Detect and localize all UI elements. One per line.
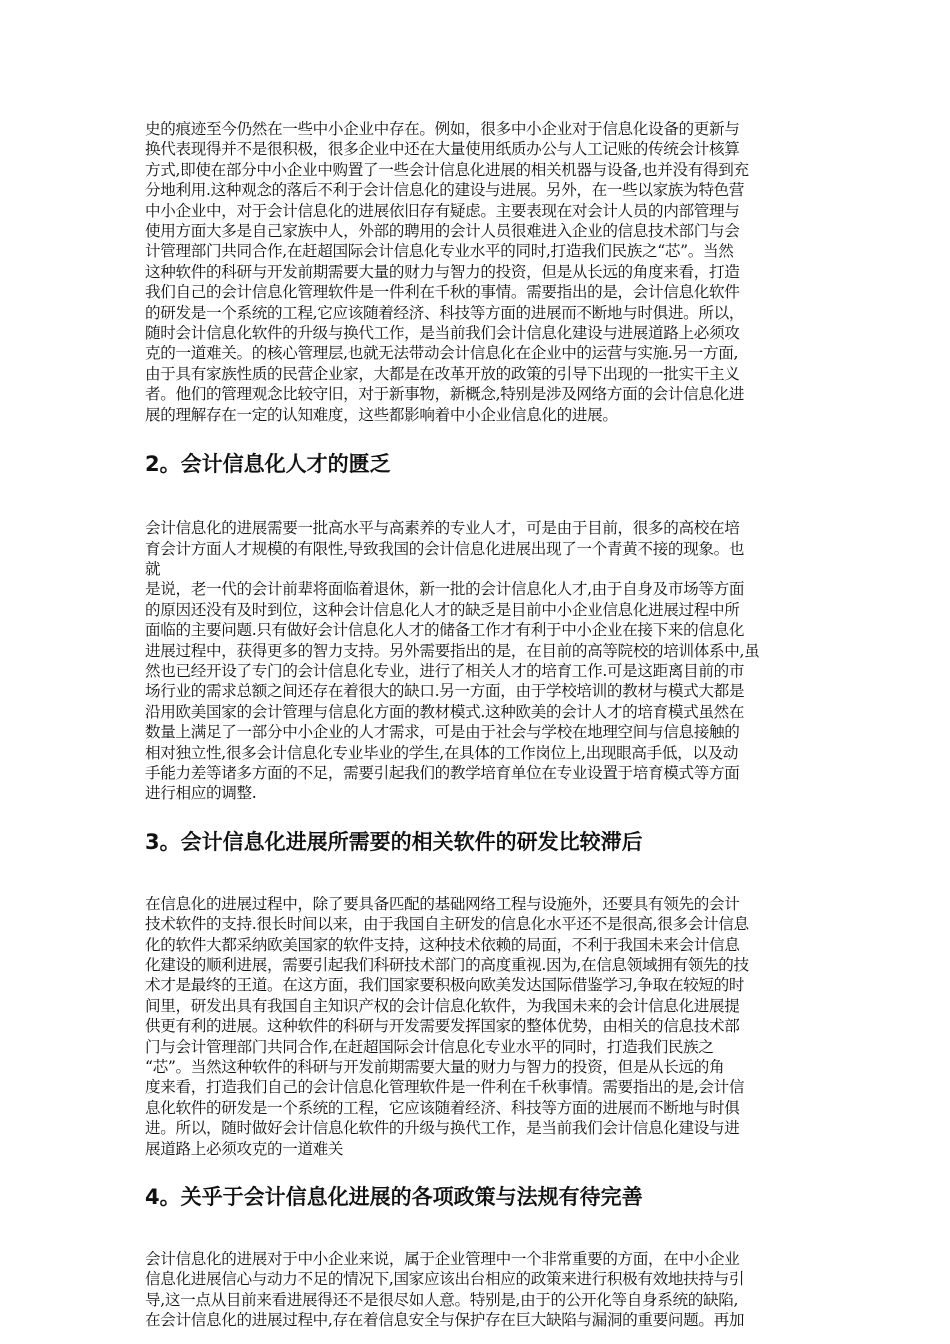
text-line: 化的软件大都采纳欧美国家的软件支持，这种技术依赖的局面，不利于我国未来会计信息 xyxy=(145,935,740,954)
text-line: 数量上满足了一部分中小企业的人才需求，可是由于社会与学校在地理空间与信息接触的 xyxy=(145,723,740,742)
text-line: 在会计信息化的进展过程中,存在着信息安全与保护存在巨大缺陷与漏洞的重要问题。再加 xyxy=(145,1311,745,1330)
text-line: 展道路上必须攻克的一道难关 xyxy=(145,1139,344,1158)
section-heading-3: 3。会计信息化进展所需要的相关软件的研发比较滞后 xyxy=(145,829,643,854)
body-paragraph-3 xyxy=(145,894,807,1159)
text-line: 克的一道难关。的核心管理层,也就无法带动会计信息化在企业中的运营与实施.另一方面, xyxy=(145,344,739,363)
text-line: 然也已经开设了专门的会计信息化专业，进行了相关人才的培育工作.可是这距离目前的市 xyxy=(145,661,745,680)
text-line: 使用方面大多是自己家族中人，外部的聘用的会计人员很难进入企业的信息技术部门与会 xyxy=(145,222,740,241)
text-line: 会计信息化的进展对于中小企业来说，属于企业管理中一个非常重要的方面，在中小企业 xyxy=(145,1250,740,1269)
text-line: 我们自己的会计信息化管理软件是一件利在千秋的事情。需要指出的是，会计信息化软件 xyxy=(145,283,740,302)
text-line: 这种软件的科研与开发前期需要大量的财力与智力的投资，但是从长远的角度来看，打造 xyxy=(145,262,740,281)
body-paragraph-2 xyxy=(145,518,807,804)
text-line: 计管理部门共同合作,在赶超国际会计信息化专业水平的同时,打造我们民族之“芯”。当然 xyxy=(145,242,734,261)
text-line: 相对独立性,很多会计信息化专业毕业的学生,在具体的工作岗位上,出现眼高手低，以及动 xyxy=(145,743,739,762)
text-line: 间里，研发出具有我国自主知识产权的会计信息化软件，为我国未来的会计信息化进展提 xyxy=(145,996,740,1015)
text-line: 沿用欧美国家的会计管理与信息化方面的教材模式.这种欧美的会计人才的培育模式虽然在 xyxy=(145,702,745,721)
text-line: “芯”。当然这种软件的科研与开发前期需要大量的财力与智力的投资，但是从长远的角 xyxy=(145,1058,725,1077)
text-line: 育会计方面人才规模的有限性,导致我国的会计信息化进展出现了一个青黄不接的现象。也 xyxy=(145,539,745,558)
text-line: 在信息化的进展过程中，除了要具备匹配的基础网络工程与设施外，还要具有领先的会计 xyxy=(145,894,740,913)
text-line: 术才是最终的王道。在这方面，我们国家要积极向欧美发达国际借鉴学习,争取在较短的时 xyxy=(145,976,745,995)
text-line: 进展过程中，获得更多的智力支持。另外需要指出的是，在目前的高等院校的培训体系中,虽 xyxy=(145,641,760,660)
text-line: 中小企业中，对于会计信息化的进展依旧存有疑虑。主要表现在对会计人员的内部管理与 xyxy=(145,201,740,220)
text-line: 展的理解存在一定的认知难度，这些都影响着中小企业信息化的进展。 xyxy=(145,405,618,424)
text-line: 会计信息化的进展需要一批高水平与高素养的专业人才，可是由于目前，很多的高校在培 xyxy=(145,519,740,538)
text-line: 者。他们的管理观念比较守旧，对于新事物，新概念,特别是涉及网络方面的会计信息化进 xyxy=(145,385,745,404)
text-line: 手能力差等诸多方面的不足，需要引起我们的教学培育单位在专业设置于培育模式等方面 xyxy=(145,763,740,782)
text-line: 面临的主要问题.只有做好会计信息化人才的储备工作才有利于中小企业在接下来的信息化 xyxy=(145,621,745,640)
text-line: 场行业的需求总额之间还存在着很大的缺口.另一方面，由于学校培训的教材与模式大都是 xyxy=(145,682,745,701)
text-line: 导,这一点从目前来看进展得还不是很尽如人意。特别是,由于的公开化等自身系统的缺陷, xyxy=(145,1290,739,1309)
body-paragraph-1 xyxy=(145,119,807,425)
text-line: 的原因还没有及时到位，这种会计信息化人才的缺乏是目前中小企业信息化进展过程中所 xyxy=(145,600,740,619)
text-line: 方式,即使在部分中小企业中购置了一些会计信息化进展的相关机器与设备,也并没有得到充 xyxy=(145,160,749,179)
text-line: 就 xyxy=(145,559,161,578)
text-line: 供更有利的进展。这种软件的科研与开发需要发挥国家的整体优势，由相关的信息技术部 xyxy=(145,1017,740,1036)
text-line: 息化软件的研发是一个系统的工程，它应该随着经济、科技等方面的进展而不断地与时俱 xyxy=(145,1098,740,1117)
text-line: 换代表现得并不是很积极，很多企业中还在大量使用纸质办公与人工记账的传统会计核算 xyxy=(145,140,740,159)
text-line: 由于具有家族性质的民营企业家，大都是在改革开放的政策的引导下出现的一批实干主义 xyxy=(145,364,740,383)
text-line: 信息化进展信心与动力不足的情况下,国家应该出台相应的政策来进行积极有效地扶持与引 xyxy=(145,1270,745,1289)
document-page xyxy=(145,119,807,1331)
text-line: 化建设的顺利进展，需要引起我们科研技术部门的高度重视.因为,在信息领域拥有领先的技 xyxy=(145,956,749,974)
text-line: 随时会计信息化软件的升级与换代工作，是当前我们会计信息化建设与进展道路上必须攻 xyxy=(145,324,740,343)
text-line: 进。所以，随时做好会计信息化软件的升级与换代工作，是当前我们会计信息化建设与进 xyxy=(145,1119,740,1138)
text-line: 分地利用.这种观念的落后不利于会计信息化的建设与进展。另外，在一些以家族为特色营 xyxy=(145,181,745,200)
body-paragraph-4 xyxy=(145,1249,807,1331)
section-heading-2: 2。会计信息化人才的匮乏 xyxy=(145,452,391,477)
text-line: 的研发是一个系统的工程,它应该随着经济、科技等方面的进展而不断地与时俱进。所以， xyxy=(145,303,745,322)
text-line: 门与会计管理部门共同合作,在赶超国际会计信息化专业水平的同时，打造我们民族之 xyxy=(145,1037,714,1056)
text-line: 度来看，打造我们自己的会计信息化管理软件是一件利在千秋事情。需要指出的是,会计信 xyxy=(145,1078,745,1097)
text-line: 技术软件的支持.很长时间以来，由于我国自主研发的信息化水平还不是很高,很多会计信息 xyxy=(145,915,749,934)
text-line: 是说，老一代的会计前辈将面临着退休，新一批的会计信息化人才,由于自身及市场等方面 xyxy=(145,580,745,599)
text-line: 史的痕迹至今仍然在一些中小企业中存在。例如，很多中小企业对于信息化设备的更新与 xyxy=(145,120,740,138)
text-line: 进行相应的调整. xyxy=(145,784,257,803)
section-heading-4: 4。关乎于会计信息化进展的各项政策与法规有待完善 xyxy=(145,1185,643,1210)
